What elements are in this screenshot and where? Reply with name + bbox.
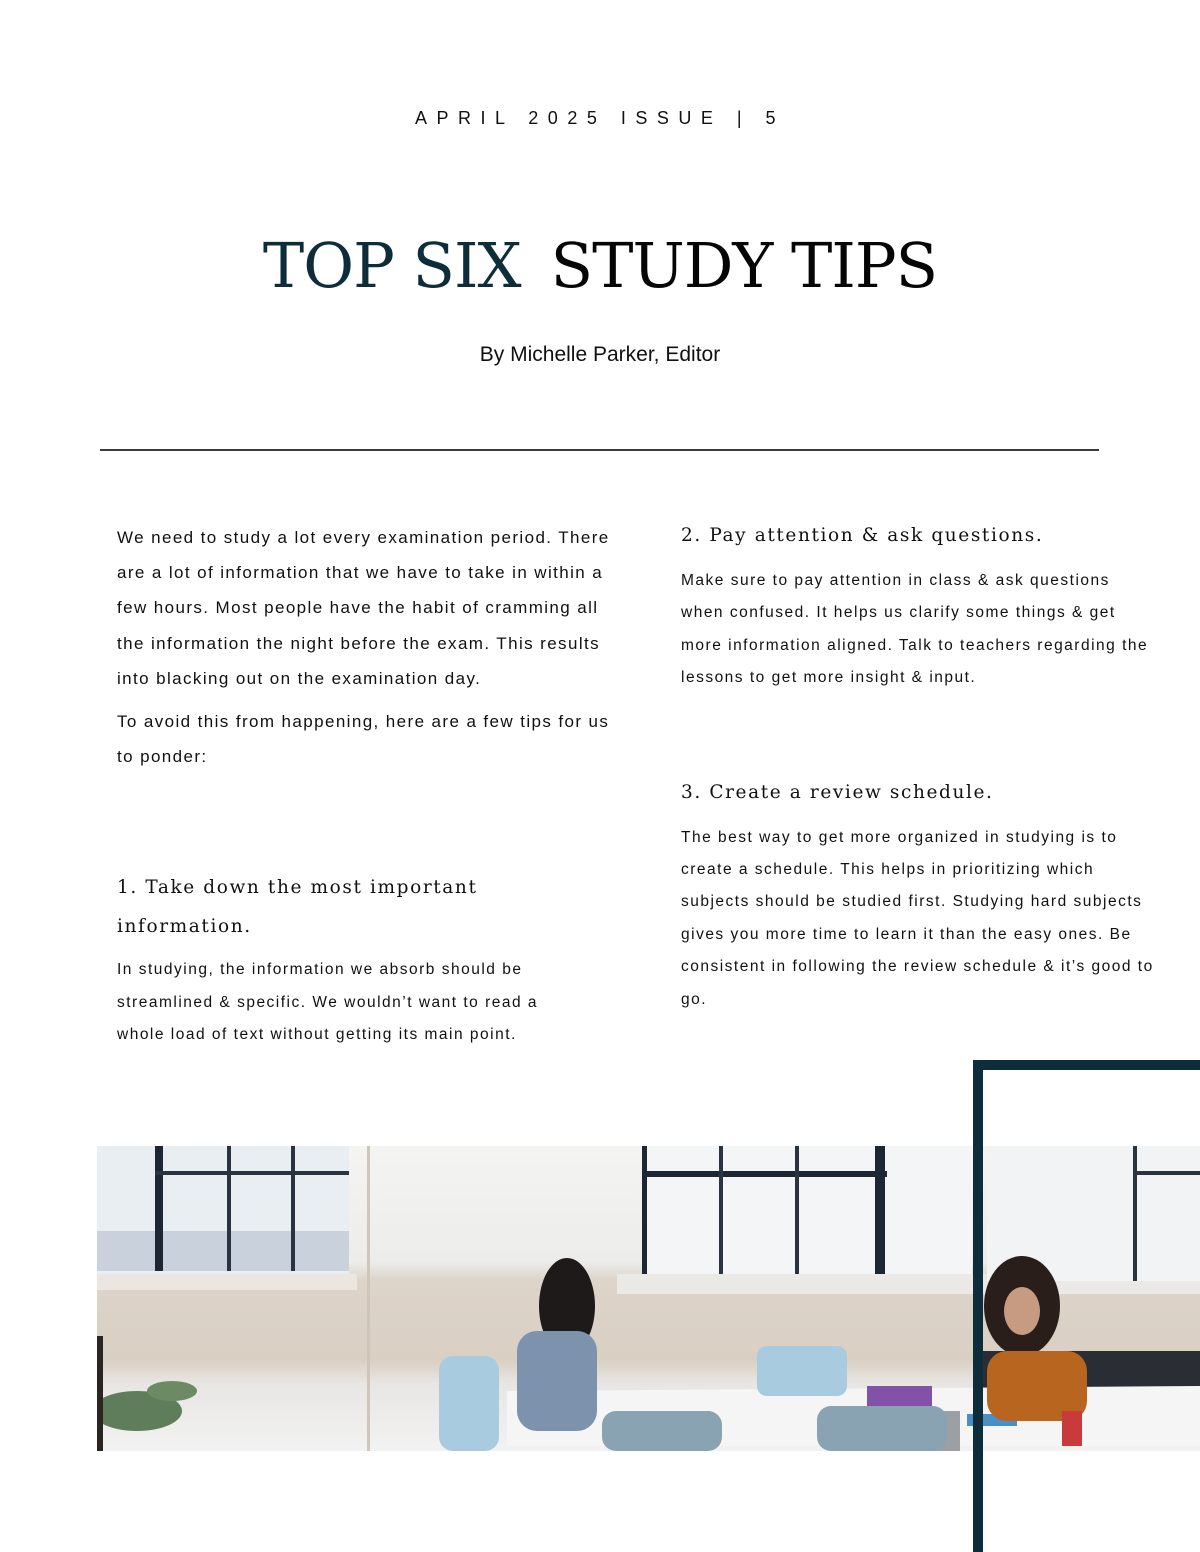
intro-paragraph: To avoid this from happening, here are a few tips for us to ponder: — [117, 712, 610, 767]
left-column — [117, 520, 617, 1052]
right-column — [681, 520, 1161, 1016]
tip-body: Make sure to pay attention in class & ask questions when confused. It helps us clarify some things & get more information aligned. Talk to teachers regarding the lessons to get more insight & input. — [681, 572, 1149, 687]
issue-line: APRIL 2025 ISSUE | 5 — [414, 108, 786, 128]
page-title — [0, 228, 1200, 304]
title-accent-part: TOP SIX — [262, 229, 521, 302]
classroom-photo — [97, 1146, 1200, 1451]
title-main-part: STUDY TIPS — [550, 229, 938, 302]
tip-heading: 3. Create a review schedule. — [681, 781, 994, 803]
decorative-frame-left — [973, 1060, 983, 1552]
tip-body: The best way to get more organized in studying is to create a schedule. This helps in prioritizing which subjects should be studied first. Studying hard subjects gives you more time to learn it than the easy ones. Be consistent in following the review schedule & it’s good to go. — [681, 828, 1154, 1008]
tip-body: In studying, the information we absorb should be streamlined & specific. We wouldn’t want to read a whole load of text without getting its main point. — [117, 961, 539, 1044]
tip-heading: 2. Pay attention & ask questions. — [681, 525, 1044, 546]
intro-paragraph: We need to study a lot every examination period. There are a lot of information that we have to take in within a few hours. Most people have the habit of cramming all the information the night before the exam. This results into blacking out on the examination day. — [117, 528, 610, 688]
byline: By Michelle Parker, Editor — [479, 343, 721, 366]
divider — [100, 449, 1099, 451]
tip-heading: 1. Take down the most important information. — [117, 877, 478, 938]
decorative-frame-top — [973, 1060, 1200, 1070]
